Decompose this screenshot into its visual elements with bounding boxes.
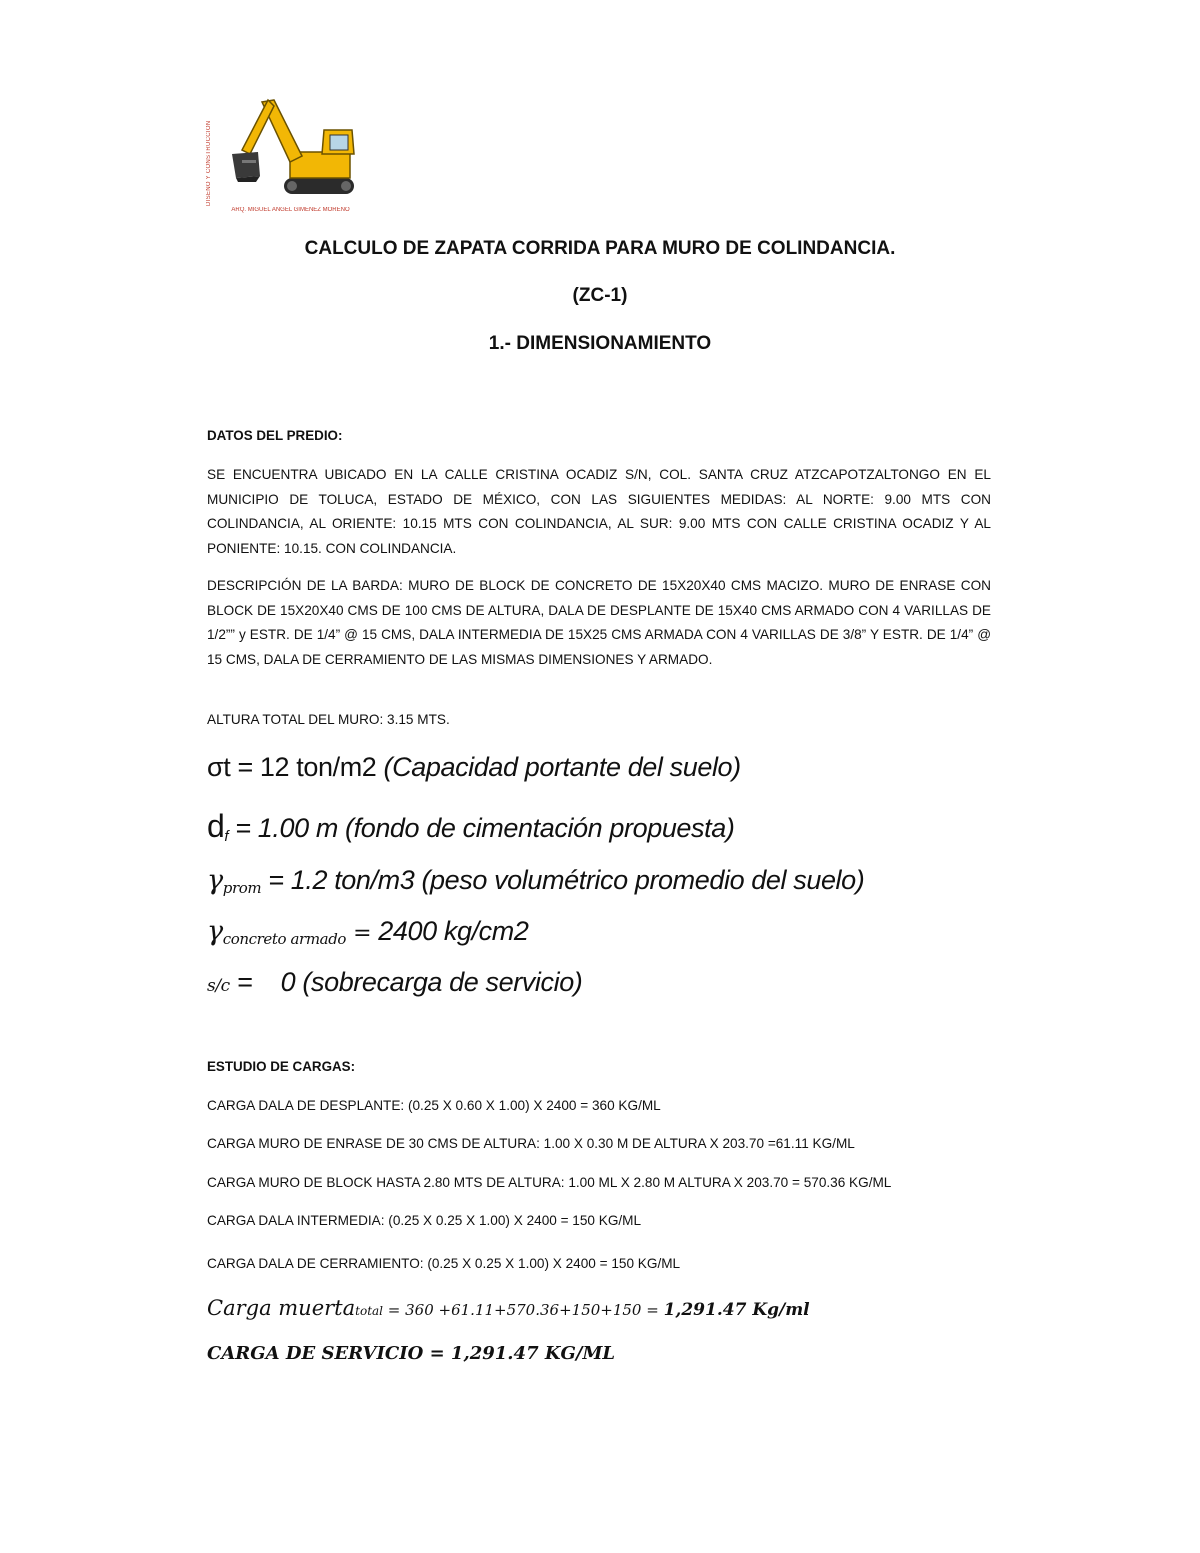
formula-sigma [207,752,741,783]
carga-muerta-sub: total [355,1304,384,1318]
formula-gamma-prom-sub: prom [222,879,262,897]
formula-gamma-prom [207,865,864,897]
carga-item: CARGA MURO DE ENRASE DE 30 CMS DE ALTURA: 1.00 X 0.30 M DE ALTURA X 203.70 =61.11 KG/ML [207,1136,855,1151]
carga-item: CARGA MURO DE BLOCK HASTA 2.80 MTS DE ALTURA: 1.00 ML X 2.80 M ALTURA X 203.70 = 570.36 KG/ML [207,1175,892,1190]
carga-muerta-total [207,1296,810,1320]
formula-df-symbol: d [207,808,225,844]
altura-total: ALTURA TOTAL DEL MURO: 3.15 MTS. [207,712,450,727]
formula-gamma-conc-rhs: 2400 kg/cm2 [378,916,529,946]
carga-item: CARGA DALA DE DESPLANTE: (0.25 X 0.60 X 1.00) X 2400 = 360 KG/ML [207,1098,661,1113]
barda-description: DESCRIPCIÓN DE LA BARDA: MURO DE BLOCK DE CONCRETO DE 15X20X40 CMS MACIZO. MURO DE ENRASE CON BLOCK DE 15X20X40 CMS DE 100 CMS DE ALTURA, DALA DE DESPLANTE DE 15X40 CMS ARMADO CON 4 VARILLAS DE 1/2”” y ESTR. DE 1/4” @ 15 CMS, DALA INTERMEDIA DE 15X25 CMS ARMADA CON 4 VARILLAS DE 3/8” Y ESTR. DE 1/4” @ 15 CMS, DALA DE CERRAMIENTO DE LAS MISMAS DIMENSIONES Y ARMADO. [207,578,991,667]
document-title: CALCULO DE ZAPATA CORRIDA PARA MURO DE COLINDANCIA. [304,238,896,259]
formula-sc-rhs: = 0 (sobrecarga de servicio) [236,967,583,997]
carga-servicio: CARGA DE SERVICIO = 1,291.47 KG/ML [207,1343,616,1364]
formula-df-rhs: = 1.00 m (fondo de cimentación propuesta) [235,813,735,843]
carga-muerta-expr: = 360 +61.11+570.36+150+150 = [383,1301,664,1319]
formula-sigma-lhs: σt = 12 ton/m2 [207,752,377,782]
formula-gamma-prom-rhs: = 1.2 ton/m3 (peso volumétrico promedio del suelo) [268,865,865,895]
formula-gamma-conc-symbol: γ [207,916,223,947]
predio-description: SE ENCUENTRA UBICADO EN LA CALLE CRISTINA OCADIZ S/N, COL. SANTA CRUZ ATZCAPOTZALTONGO EN EL MUNICIPIO DE TOLUCA, ESTADO DE MÉXICO, CON LAS SIGUIENTES MEDIDAS: AL NORTE: 9.00 MTS CON COLINDANCIA, AL ORIENTE: 10.15 MTS CON COLINDANCIA, AL SUR: 9.00 MTS CON CALLE CRISTINA OCADIZ Y AL PONIENTE: 10.15. CON COLINDANCIA. [207,467,991,556]
cargas-heading: ESTUDIO DE CARGAS: [207,1059,356,1074]
formula-df-sub: f [224,828,229,845]
formula-sc-symbol: s/c [207,976,230,996]
formula-gamma-conc-eq: = [353,921,372,946]
carga-item: CARGA DALA INTERMEDIA: (0.25 X 0.25 X 1.00) X 2400 = 150 KG/ML [207,1213,642,1228]
formula-gamma-conc-sub: concreto armado [222,930,347,948]
carga-muerta-label: Carga muerta [207,1296,356,1320]
formula-sigma-rhs: (Capacidad portante del suelo) [383,752,741,782]
formula-gamma-prom-symbol: γ [207,865,223,896]
formula-df [207,808,734,845]
excavator-icon [206,90,366,218]
formula-gamma-concreto [207,916,529,948]
logo-bottom-text: ARQ. MIGUEL ANGEL GIMENEZ MORENO [231,207,350,213]
predio-heading: DATOS DEL PREDIO: [207,428,343,443]
formula-sc [207,967,582,998]
logo-side-text: DISEÑO Y CONSTRUCCIÓN [206,120,212,206]
excavator-logo [206,90,366,218]
section-title: 1.- DIMENSIONAMIENTO [488,333,712,354]
carga-item: CARGA DALA DE CERRAMIENTO: (0.25 X 0.25 X 1.00) X 2400 = 150 KG/ML [207,1256,681,1271]
carga-muerta-result: 1,291.47 Kg/ml [663,1300,810,1320]
document-code: (ZC-1) [572,285,628,306]
